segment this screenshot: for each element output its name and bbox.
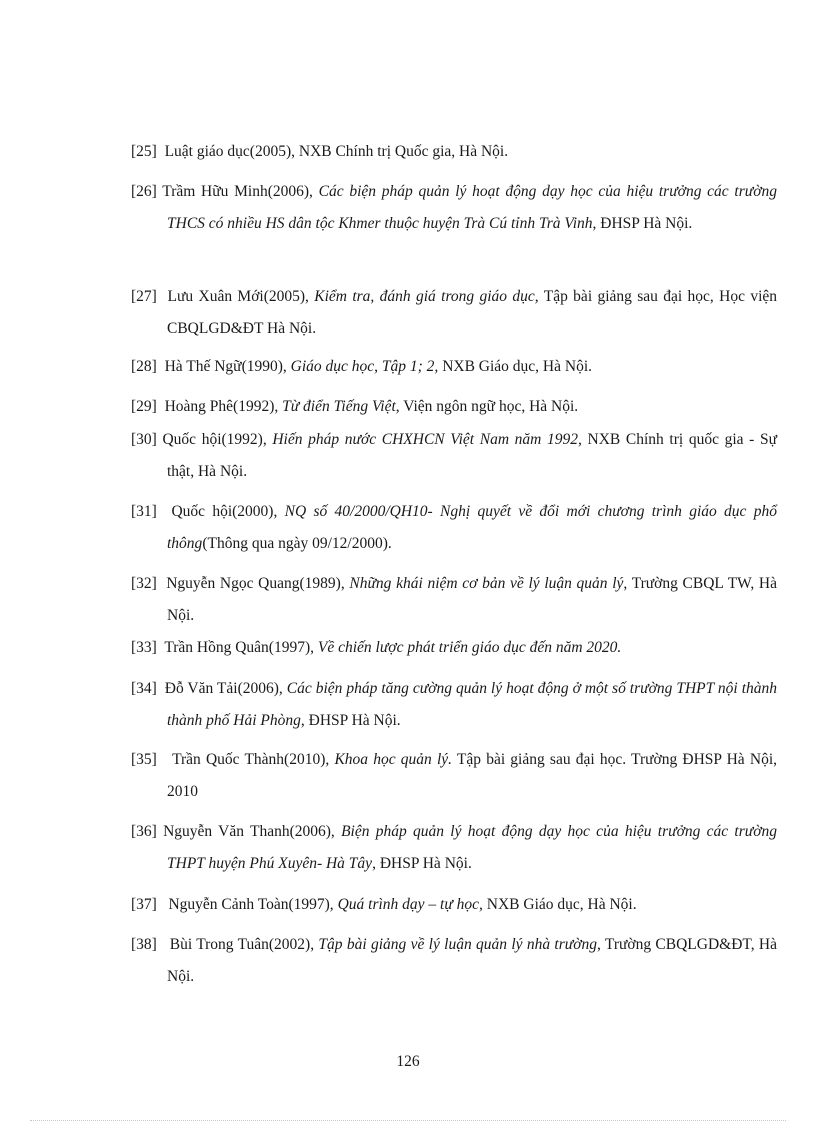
reference-title: Những khái niệm cơ bản về lý luận quản lý <box>349 575 624 592</box>
reference-entry <box>131 281 777 345</box>
reference-author: Quốc hội(1992), <box>162 431 273 448</box>
reference-number: [28] <box>131 358 157 375</box>
reference-title: Giáo dục học, Tập 1; 2, <box>290 358 439 375</box>
page-bottom-divider <box>30 1120 786 1121</box>
reference-publisher: , Trường CBQLGD&ĐT, Hà Nội. <box>167 936 777 985</box>
reference-number: [29] <box>131 398 157 415</box>
reference-publisher: NXB Giáo dục, Hà Nội. <box>482 896 637 913</box>
reference-title: Về chiến lược phát triển giáo dục đến năm 2020. <box>317 639 622 656</box>
reference-author: Hà Thế Ngữ(1990), <box>164 358 291 375</box>
reference-publisher: , ĐHSP Hà Nội. <box>300 712 401 729</box>
reference-title: Các biện pháp tăng cường quản lý hoạt động ở một số trường THPT nội thành thành phố Hải Phòng <box>167 680 778 729</box>
reference-entry <box>131 351 777 383</box>
reference-entry <box>131 136 741 168</box>
reference-author: Đỗ Văn Tải(2006), <box>164 680 287 697</box>
reference-entry <box>131 632 777 664</box>
reference-number: [31] <box>131 503 157 520</box>
page-number: 126 <box>396 1053 420 1070</box>
reference-entry <box>131 568 777 632</box>
reference-text: Luật giáo dục(2005), NXB Chính trị Quốc gia, Hà Nội. <box>164 143 509 160</box>
reference-number: [37] <box>131 896 157 913</box>
reference-title: NQ số 40/2000/QH10- Nghị quyết về đổi mới chương trình giáo dục phổ thông <box>167 503 777 552</box>
reference-publisher: , Trường CBQL TW, Hà Nội. <box>167 575 778 624</box>
reference-number: [38] <box>131 936 157 953</box>
reference-number: [36] <box>131 823 157 840</box>
reference-title: Kiểm tra, đánh giá trong giáo dục, <box>314 288 539 305</box>
reference-title: Khoa học quản lý. <box>334 751 453 768</box>
reference-entry <box>131 391 777 423</box>
reference-author: Hoàng Phê(1992), <box>164 398 283 415</box>
reference-entry <box>131 673 777 737</box>
reference-title: Quá trình dạy – tự học, <box>337 896 483 913</box>
reference-author: Lưu Xuân Mới(2005), <box>167 288 315 305</box>
reference-publisher: NXB Giáo dục, Hà Nội. <box>438 358 592 375</box>
reference-number: [30] <box>131 431 157 448</box>
reference-author: Nguyễn Văn Thanh(2006), <box>163 823 342 840</box>
reference-entry <box>131 889 777 921</box>
reference-title: Các biện pháp quản lý hoạt động dạy học của hiệu trưởng các trường THCS có nhiều HS dân tộc Khmer thuộc huyện Trà Cú tỉnh Trà Vinh <box>167 183 777 232</box>
reference-title: Biện pháp quản lý hoạt động dạy học của hiệu trưởng các trường THPT huyện Phú Xuyên- Hà Tây <box>167 823 777 872</box>
reference-number: [32] <box>131 575 157 592</box>
reference-number: [33] <box>131 639 157 656</box>
reference-author: Bùi Trong Tuân(2002), <box>169 936 319 953</box>
reference-title: Hiến pháp nước CHXHCN Việt Nam năm 1992, <box>272 431 582 448</box>
reference-entry <box>131 176 777 240</box>
reference-entry <box>131 929 777 993</box>
reference-author: Quốc hội(2000), <box>171 503 285 520</box>
reference-author: Nguyễn Cảnh Toàn(1997), <box>168 896 338 913</box>
reference-publisher: Tập bài giảng sau đại học, Học viện CBQLGD&ĐT Hà Nội. <box>167 288 778 337</box>
reference-publisher: , ĐHSP Hà Nội. <box>592 215 693 232</box>
reference-number: [25] <box>131 143 157 160</box>
reference-number: [26] <box>131 183 157 200</box>
reference-title: Tập bài giảng về lý luận quản lý nhà trường <box>318 936 598 953</box>
reference-entry <box>131 424 777 488</box>
reference-number: [35] <box>131 751 157 768</box>
reference-entry <box>131 744 777 808</box>
reference-title: Từ điển Tiếng Việt <box>282 398 396 415</box>
reference-number: [34] <box>131 680 157 697</box>
reference-entry <box>131 816 777 880</box>
reference-author: Trần Hồng Quân(1997), <box>164 639 318 656</box>
reference-publisher: , ĐHSP Hà Nội. <box>372 855 472 872</box>
reference-entry <box>131 496 777 560</box>
reference-publisher: (Thông qua ngày 09/12/2000). <box>202 535 392 552</box>
reference-author: Trần Quốc Thành(2010), <box>172 751 335 768</box>
reference-author: Trầm Hữu Minh(2006), <box>162 183 319 200</box>
reference-publisher: , Viện ngôn ngữ học, Hà Nội. <box>395 398 579 415</box>
reference-publisher: NXB Chính trị quốc gia - Sự thật, Hà Nội. <box>167 431 778 480</box>
reference-author: Nguyễn Ngọc Quang(1989), <box>166 575 350 592</box>
reference-number: [27] <box>131 288 157 305</box>
reference-publisher: Tập bài giảng sau đại học. Trường ĐHSP Hà Nội, 2010 <box>167 751 777 800</box>
